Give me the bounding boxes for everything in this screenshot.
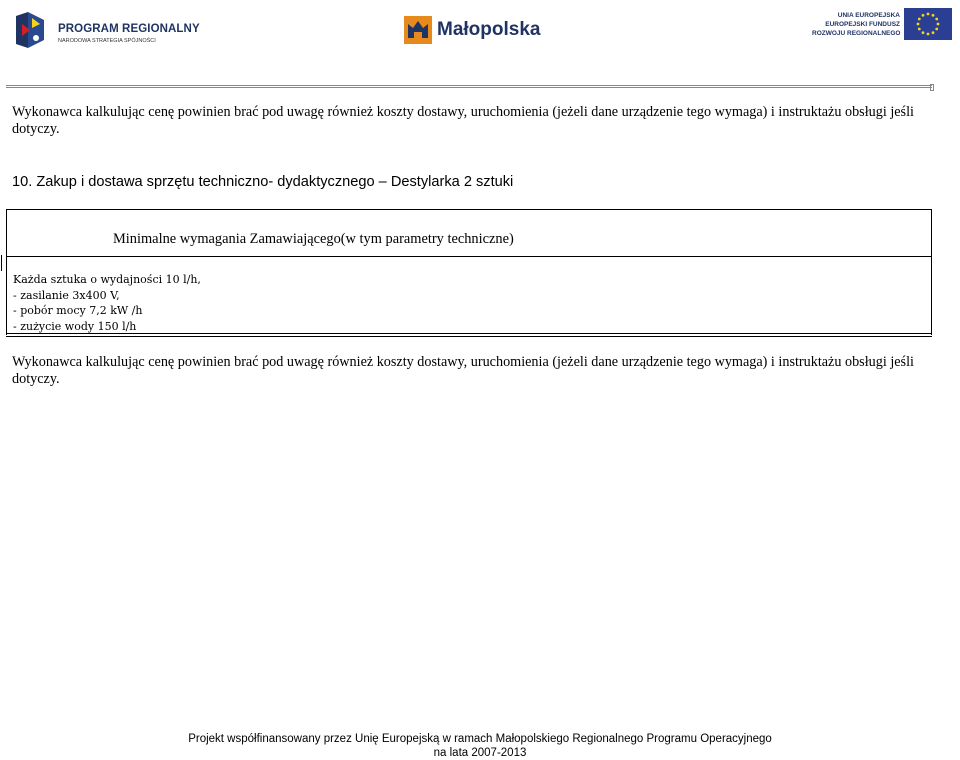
requirement-line: Każda sztuka o wydajności 10 l/h, xyxy=(13,273,201,286)
intro-paragraph: Wykonawca kalkulując cenę powinien brać pod uwagę również koszty dostawy, uruchomienia (jeżeli dane urządzenie tego wymaga) i instruktażu obsługi jeśli dotyczy. xyxy=(12,104,914,137)
header-divider xyxy=(6,85,932,88)
requirement-line: - zasilanie 3x400 V, xyxy=(13,288,120,302)
table-bottom-border xyxy=(6,333,932,337)
eu-logo-text xyxy=(812,11,900,38)
requirements-table xyxy=(6,209,932,338)
table-cell-requirements xyxy=(13,272,201,334)
closing-paragraph: Wykonawca kalkulując cenę powinien brać pod uwagę również koszty dostawy, uruchomienia (jeżeli dane urządzenie tego wymaga) i instruktażu obsługi jeśli dotyczy. xyxy=(12,354,914,387)
program-regionalny-subtitle: NARODOWA STRATEGIA SPÓJNOŚCI xyxy=(58,38,156,44)
requirement-line: - zużycie wody 150 l/h xyxy=(13,319,137,333)
footer-line2: na lata 2007-2013 xyxy=(433,747,527,759)
eu-logo-line1: UNIA EUROPEJSKA xyxy=(837,12,900,19)
table-divider xyxy=(6,256,932,257)
requirement-line: - pobór mocy 7,2 kW /h xyxy=(13,304,143,317)
table-header: Minimalne wymagania Zamawiającego(w tym parametry techniczne) xyxy=(113,231,514,247)
footer-line1: Projekt współfinansowany przez Unię Europejską w ramach Małopolskiego Regionalnego Programu Operacyjnego xyxy=(188,733,772,745)
section-heading: 10. Zakup i dostawa sprzętu techniczno- dydaktycznego – Destylarka 2 sztuki xyxy=(12,174,514,190)
eu-flag-icon xyxy=(904,8,952,40)
program-regionalny-flag-icon xyxy=(14,10,50,50)
malopolska-title: Małopolska xyxy=(437,19,541,40)
program-regionalny-logo xyxy=(14,10,200,52)
table-left-mark xyxy=(1,255,2,271)
eu-logo xyxy=(812,8,954,42)
program-regionalny-title: PROGRAM REGIONALNY xyxy=(58,23,200,35)
malopolska-logo xyxy=(404,16,544,46)
malopolska-emblem-icon xyxy=(404,16,432,44)
eu-logo-line2: EUROPEJSKI FUNDUSZ xyxy=(825,21,900,28)
eu-logo-line3: ROZWOJU REGIONALNEGO xyxy=(812,30,901,37)
